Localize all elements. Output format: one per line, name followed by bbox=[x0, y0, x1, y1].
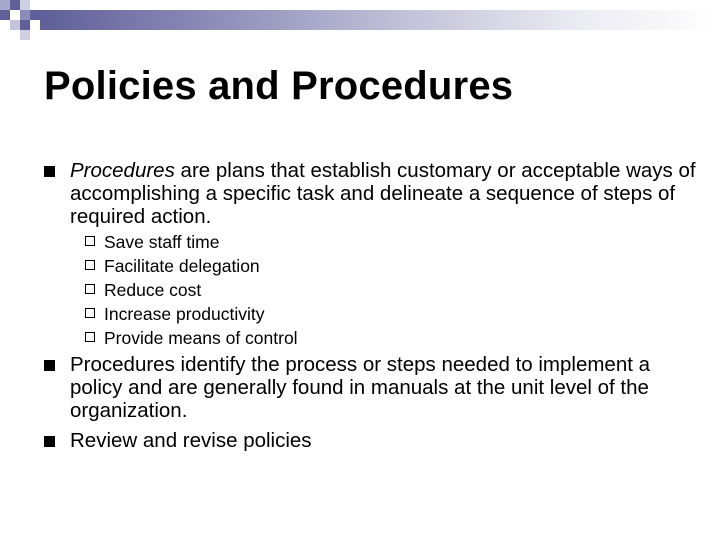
checkbox-bullet-icon bbox=[85, 236, 95, 246]
bullet-text: Review and revise policies bbox=[70, 429, 312, 452]
checkbox-bullet-icon bbox=[85, 308, 95, 318]
header-square bbox=[20, 10, 30, 20]
bullet-square-icon bbox=[44, 360, 55, 371]
bullet-body: are plans that establish customary or acceptable ways of accomplishing a specific task and delineate a sequence of steps of required action. bbox=[70, 159, 696, 228]
header-square bbox=[30, 10, 40, 20]
bullet-text: Procedures identify the process or steps needed to implement a policy and are generally found in manuals at the unit level of the organization. bbox=[70, 353, 651, 422]
header-gradient-bar bbox=[40, 10, 720, 30]
checkbox-bullet-icon bbox=[85, 332, 95, 342]
sub-item: Facilitate delegation bbox=[104, 256, 260, 276]
header-square bbox=[10, 20, 20, 30]
sub-item: Provide means of control bbox=[104, 328, 298, 348]
bullet-text bbox=[70, 159, 700, 228]
checkbox-bullet-icon bbox=[85, 284, 95, 294]
header-square bbox=[0, 0, 10, 10]
bullet-term: Procedures bbox=[70, 159, 175, 182]
header-square bbox=[20, 20, 30, 30]
header-square bbox=[10, 10, 20, 20]
checkbox-bullet-icon bbox=[85, 260, 95, 270]
sub-item: Increase productivity bbox=[104, 304, 265, 324]
header-decoration bbox=[0, 0, 720, 40]
header-square bbox=[0, 10, 10, 20]
header-square bbox=[10, 0, 20, 10]
slide-title: Policies and Procedures bbox=[44, 64, 514, 108]
header-square bbox=[20, 30, 30, 40]
bullet-square-icon bbox=[44, 166, 55, 177]
header-square bbox=[20, 0, 30, 10]
sub-item: Save staff time bbox=[104, 232, 220, 252]
bullet-square-icon bbox=[44, 436, 55, 447]
sub-item: Reduce cost bbox=[104, 280, 202, 300]
